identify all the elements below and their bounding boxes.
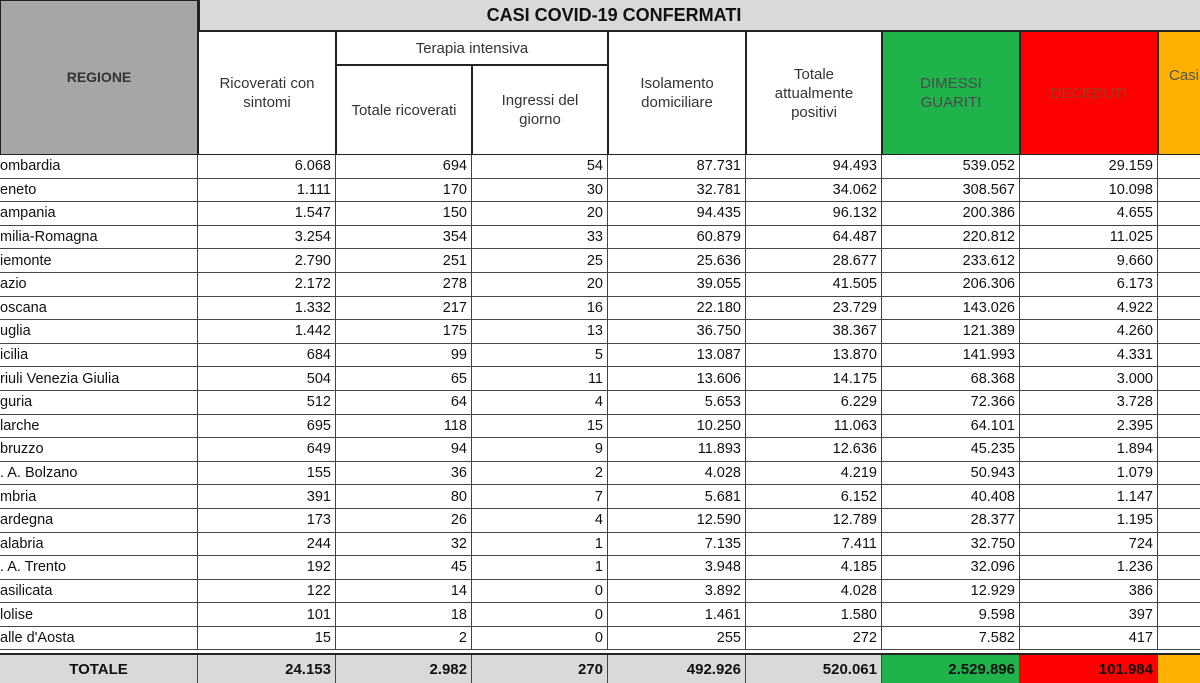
cell-isolamento: 1.461 bbox=[608, 603, 746, 626]
cell-positivi: 14.175 bbox=[746, 367, 882, 390]
cell-positivi: 4.219 bbox=[746, 462, 882, 485]
cell-positivi: 13.870 bbox=[746, 344, 882, 367]
cell-ricoverati: 1.332 bbox=[198, 297, 336, 320]
cell-positivi: 6.152 bbox=[746, 485, 882, 508]
cell-dimessi: 539.052 bbox=[882, 155, 1020, 178]
cell-dimessi: 45.235 bbox=[882, 438, 1020, 461]
cell-deceduti: 2.395 bbox=[1020, 415, 1158, 438]
cell-isolamento: 5.653 bbox=[608, 391, 746, 414]
header-regione: REGIONE bbox=[0, 0, 198, 155]
cell-isolamento: 3.948 bbox=[608, 556, 746, 579]
cell-ingressi: 0 bbox=[472, 627, 608, 650]
header-terapia-intensiva: Terapia intensiva bbox=[336, 31, 608, 65]
cell-ingressi: 4 bbox=[472, 509, 608, 532]
cell-deceduti: 417 bbox=[1020, 627, 1158, 650]
cell-ricoverati: 1.547 bbox=[198, 202, 336, 225]
cell-positivi: 272 bbox=[746, 627, 882, 650]
cell-ricoverati: 192 bbox=[198, 556, 336, 579]
cell-totale-ricoverati: 65 bbox=[336, 367, 472, 390]
cell-ingressi: 11 bbox=[472, 367, 608, 390]
cell-casi bbox=[1158, 655, 1200, 683]
total-row-cells bbox=[0, 655, 1200, 683]
cell-deceduti: 29.159 bbox=[1020, 155, 1158, 178]
cell-totale-ricoverati: 18 bbox=[336, 603, 472, 626]
cell-ingressi: 5 bbox=[472, 344, 608, 367]
table-row bbox=[0, 509, 1200, 533]
cell-ricoverati: 3.254 bbox=[198, 226, 336, 249]
region-name: alabria bbox=[0, 533, 198, 556]
table-row bbox=[0, 462, 1200, 486]
cell-ingressi: 7 bbox=[472, 485, 608, 508]
cell-totale-ricoverati: 14 bbox=[336, 580, 472, 603]
total-row bbox=[0, 653, 1200, 683]
table-row bbox=[0, 580, 1200, 604]
cell-casi bbox=[1158, 226, 1200, 249]
cell-casi bbox=[1158, 273, 1200, 296]
cell-dimessi: 220.812 bbox=[882, 226, 1020, 249]
table-row bbox=[0, 533, 1200, 557]
cell-casi bbox=[1158, 580, 1200, 603]
cell-positivi: 520.061 bbox=[746, 655, 882, 683]
cell-ingressi: 4 bbox=[472, 391, 608, 414]
cell-ricoverati: 101 bbox=[198, 603, 336, 626]
region-name: riuli Venezia Giulia bbox=[0, 367, 198, 390]
cell-casi bbox=[1158, 509, 1200, 532]
cell-deceduti: 1.147 bbox=[1020, 485, 1158, 508]
cell-casi bbox=[1158, 603, 1200, 626]
cell-isolamento: 32.781 bbox=[608, 179, 746, 202]
cell-isolamento: 87.731 bbox=[608, 155, 746, 178]
cell-ingressi: 1 bbox=[472, 556, 608, 579]
cell-ricoverati: 649 bbox=[198, 438, 336, 461]
cell-totale-ricoverati: 2.982 bbox=[336, 655, 472, 683]
cell-positivi: 6.229 bbox=[746, 391, 882, 414]
cell-isolamento: 12.590 bbox=[608, 509, 746, 532]
cell-dimessi: 40.408 bbox=[882, 485, 1020, 508]
cell-ricoverati: 155 bbox=[198, 462, 336, 485]
cell-deceduti: 6.173 bbox=[1020, 273, 1158, 296]
cell-casi bbox=[1158, 320, 1200, 343]
cell-totale-ricoverati: 150 bbox=[336, 202, 472, 225]
cell-isolamento: 13.087 bbox=[608, 344, 746, 367]
cell-ricoverati: 391 bbox=[198, 485, 336, 508]
cell-deceduti: 11.025 bbox=[1020, 226, 1158, 249]
cell-dimessi: 143.026 bbox=[882, 297, 1020, 320]
cell-casi bbox=[1158, 391, 1200, 414]
region-name: milia-Romagna bbox=[0, 226, 198, 249]
cell-totale-ricoverati: 32 bbox=[336, 533, 472, 556]
region-name: ombardia bbox=[0, 155, 198, 178]
table-row bbox=[0, 249, 1200, 273]
cell-ricoverati: 6.068 bbox=[198, 155, 336, 178]
cell-deceduti: 101.984 bbox=[1020, 655, 1158, 683]
cell-ingressi: 20 bbox=[472, 202, 608, 225]
cell-ricoverati: 504 bbox=[198, 367, 336, 390]
cell-dimessi: 68.368 bbox=[882, 367, 1020, 390]
cell-totale-ricoverati: 36 bbox=[336, 462, 472, 485]
cell-ingressi: 25 bbox=[472, 249, 608, 272]
cell-dimessi: 32.096 bbox=[882, 556, 1020, 579]
cell-positivi: 38.367 bbox=[746, 320, 882, 343]
region-name: bruzzo bbox=[0, 438, 198, 461]
cell-positivi: 11.063 bbox=[746, 415, 882, 438]
cell-deceduti: 4.655 bbox=[1020, 202, 1158, 225]
cell-ricoverati: 1.442 bbox=[198, 320, 336, 343]
cell-deceduti: 9.660 bbox=[1020, 249, 1158, 272]
cell-casi bbox=[1158, 297, 1200, 320]
header-deceduti: DECEDUTI bbox=[1020, 31, 1158, 155]
cell-totale-ricoverati: 354 bbox=[336, 226, 472, 249]
table-row bbox=[0, 155, 1200, 179]
table-row bbox=[0, 273, 1200, 297]
cell-dimessi: 12.929 bbox=[882, 580, 1020, 603]
cell-dimessi: 206.306 bbox=[882, 273, 1020, 296]
cell-dimessi: 28.377 bbox=[882, 509, 1020, 532]
table-row bbox=[0, 415, 1200, 439]
cell-positivi: 64.487 bbox=[746, 226, 882, 249]
cell-ingressi: 20 bbox=[472, 273, 608, 296]
cell-deceduti: 4.260 bbox=[1020, 320, 1158, 343]
table-row bbox=[0, 438, 1200, 462]
table-row bbox=[0, 202, 1200, 226]
cell-ricoverati: 512 bbox=[198, 391, 336, 414]
cell-deceduti: 3.000 bbox=[1020, 367, 1158, 390]
cell-totale-ricoverati: 251 bbox=[336, 249, 472, 272]
cell-totale-ricoverati: 45 bbox=[336, 556, 472, 579]
cell-casi bbox=[1158, 462, 1200, 485]
cell-isolamento: 492.926 bbox=[608, 655, 746, 683]
cell-ingressi: 54 bbox=[472, 155, 608, 178]
cell-ingressi: 270 bbox=[472, 655, 608, 683]
cell-dimessi: 2.529.896 bbox=[882, 655, 1020, 683]
table-row bbox=[0, 179, 1200, 203]
cell-ricoverati: 173 bbox=[198, 509, 336, 532]
region-name: iemonte bbox=[0, 249, 198, 272]
cell-ingressi: 9 bbox=[472, 438, 608, 461]
cell-positivi: 12.789 bbox=[746, 509, 882, 532]
cell-isolamento: 60.879 bbox=[608, 226, 746, 249]
cell-totale-ricoverati: 694 bbox=[336, 155, 472, 178]
cell-isolamento: 94.435 bbox=[608, 202, 746, 225]
cell-deceduti: 1.195 bbox=[1020, 509, 1158, 532]
region-name: lolise bbox=[0, 603, 198, 626]
cell-dimessi: 7.582 bbox=[882, 627, 1020, 650]
cell-ingressi: 15 bbox=[472, 415, 608, 438]
region-name: guria bbox=[0, 391, 198, 414]
cell-casi bbox=[1158, 202, 1200, 225]
cell-ingressi: 0 bbox=[472, 603, 608, 626]
cell-dimessi: 50.943 bbox=[882, 462, 1020, 485]
cell-dimessi: 141.993 bbox=[882, 344, 1020, 367]
cell-deceduti: 4.922 bbox=[1020, 297, 1158, 320]
cell-casi bbox=[1158, 533, 1200, 556]
region-name: icilia bbox=[0, 344, 198, 367]
region-name: eneto bbox=[0, 179, 198, 202]
cell-deceduti: 3.728 bbox=[1020, 391, 1158, 414]
region-name: ardegna bbox=[0, 509, 198, 532]
cell-ingressi: 16 bbox=[472, 297, 608, 320]
cell-totale-ricoverati: 175 bbox=[336, 320, 472, 343]
cell-ricoverati: 684 bbox=[198, 344, 336, 367]
cell-totale-ricoverati: 278 bbox=[336, 273, 472, 296]
cell-isolamento: 5.681 bbox=[608, 485, 746, 508]
region-name: . A. Trento bbox=[0, 556, 198, 579]
table-row bbox=[0, 627, 1200, 651]
cell-ricoverati: 15 bbox=[198, 627, 336, 650]
cell-ricoverati: 2.172 bbox=[198, 273, 336, 296]
cell-positivi: 4.028 bbox=[746, 580, 882, 603]
header-positivi: Totale attualmente positivi bbox=[746, 31, 882, 155]
cell-deceduti: 386 bbox=[1020, 580, 1158, 603]
table-row bbox=[0, 320, 1200, 344]
region-name: asilicata bbox=[0, 580, 198, 603]
cell-casi bbox=[1158, 249, 1200, 272]
cell-isolamento: 13.606 bbox=[608, 367, 746, 390]
region-name: larche bbox=[0, 415, 198, 438]
cell-positivi: 34.062 bbox=[746, 179, 882, 202]
header-isolamento: Isolamento domiciliare bbox=[608, 31, 746, 155]
cell-ingressi: 30 bbox=[472, 179, 608, 202]
region-name: azio bbox=[0, 273, 198, 296]
cell-ingressi: 13 bbox=[472, 320, 608, 343]
cell-totale-ricoverati: 217 bbox=[336, 297, 472, 320]
cell-totale-ricoverati: 170 bbox=[336, 179, 472, 202]
header-ingressi: Ingressi del giorno bbox=[472, 65, 608, 155]
cell-deceduti: 4.331 bbox=[1020, 344, 1158, 367]
cell-casi bbox=[1158, 344, 1200, 367]
cell-casi bbox=[1158, 367, 1200, 390]
cell-dimessi: 64.101 bbox=[882, 415, 1020, 438]
cell-isolamento: 4.028 bbox=[608, 462, 746, 485]
cell-positivi: 96.132 bbox=[746, 202, 882, 225]
table-row bbox=[0, 297, 1200, 321]
cell-totale-ricoverati: 26 bbox=[336, 509, 472, 532]
table-row bbox=[0, 556, 1200, 580]
cell-ingressi: 2 bbox=[472, 462, 608, 485]
cell-dimessi: 9.598 bbox=[882, 603, 1020, 626]
region-name: alle d'Aosta bbox=[0, 627, 198, 650]
cell-isolamento: 7.135 bbox=[608, 533, 746, 556]
cell-casi bbox=[1158, 415, 1200, 438]
cell-ricoverati: 695 bbox=[198, 415, 336, 438]
cell-deceduti: 1.236 bbox=[1020, 556, 1158, 579]
header-ricoverati: Ricoverati con sintomi bbox=[198, 31, 336, 155]
cell-isolamento: 255 bbox=[608, 627, 746, 650]
region-name: . A. Bolzano bbox=[0, 462, 198, 485]
cell-totale-ricoverati: 64 bbox=[336, 391, 472, 414]
cell-ingressi: 33 bbox=[472, 226, 608, 249]
cell-totale-ricoverati: 99 bbox=[336, 344, 472, 367]
cell-totale-ricoverati: 94 bbox=[336, 438, 472, 461]
cell-isolamento: 36.750 bbox=[608, 320, 746, 343]
cell-isolamento: 3.892 bbox=[608, 580, 746, 603]
cell-deceduti: 10.098 bbox=[1020, 179, 1158, 202]
cell-casi bbox=[1158, 155, 1200, 178]
table-row bbox=[0, 391, 1200, 415]
region-name: oscana bbox=[0, 297, 198, 320]
cell-isolamento: 25.636 bbox=[608, 249, 746, 272]
region-name: TOTALE bbox=[0, 655, 198, 683]
table-row bbox=[0, 603, 1200, 627]
table-row bbox=[0, 485, 1200, 509]
table-row bbox=[0, 344, 1200, 368]
table-body bbox=[0, 155, 1200, 650]
cell-positivi: 4.185 bbox=[746, 556, 882, 579]
region-name: mbria bbox=[0, 485, 198, 508]
cell-totale-ricoverati: 2 bbox=[336, 627, 472, 650]
cell-dimessi: 72.366 bbox=[882, 391, 1020, 414]
cell-casi bbox=[1158, 556, 1200, 579]
cell-ricoverati: 1.111 bbox=[198, 179, 336, 202]
header-dimessi-guariti: DIMESSI GUARITI bbox=[882, 31, 1020, 155]
cell-casi bbox=[1158, 438, 1200, 461]
header-totale-ricoverati: Totale ricoverati bbox=[336, 65, 472, 155]
region-name: ampania bbox=[0, 202, 198, 225]
cell-isolamento: 11.893 bbox=[608, 438, 746, 461]
cell-casi bbox=[1158, 179, 1200, 202]
cell-isolamento: 22.180 bbox=[608, 297, 746, 320]
cell-ricoverati: 244 bbox=[198, 533, 336, 556]
cell-positivi: 23.729 bbox=[746, 297, 882, 320]
cell-ricoverati: 2.790 bbox=[198, 249, 336, 272]
cell-totale-ricoverati: 80 bbox=[336, 485, 472, 508]
cell-totale-ricoverati: 118 bbox=[336, 415, 472, 438]
cell-casi bbox=[1158, 627, 1200, 650]
cell-deceduti: 724 bbox=[1020, 533, 1158, 556]
region-name: uglia bbox=[0, 320, 198, 343]
cell-ricoverati: 24.153 bbox=[198, 655, 336, 683]
cell-positivi: 1.580 bbox=[746, 603, 882, 626]
cell-ingressi: 0 bbox=[472, 580, 608, 603]
table-row bbox=[0, 367, 1200, 391]
cell-positivi: 41.505 bbox=[746, 273, 882, 296]
cell-dimessi: 32.750 bbox=[882, 533, 1020, 556]
cell-dimessi: 308.567 bbox=[882, 179, 1020, 202]
cell-deceduti: 397 bbox=[1020, 603, 1158, 626]
cell-isolamento: 10.250 bbox=[608, 415, 746, 438]
cell-deceduti: 1.894 bbox=[1020, 438, 1158, 461]
cell-casi bbox=[1158, 485, 1200, 508]
cell-dimessi: 200.386 bbox=[882, 202, 1020, 225]
header-casi: Casi bbox=[1158, 31, 1200, 155]
cell-deceduti: 1.079 bbox=[1020, 462, 1158, 485]
cell-ingressi: 1 bbox=[472, 533, 608, 556]
cell-dimessi: 121.389 bbox=[882, 320, 1020, 343]
cell-positivi: 12.636 bbox=[746, 438, 882, 461]
cell-dimessi: 233.612 bbox=[882, 249, 1020, 272]
table-row bbox=[0, 226, 1200, 250]
cell-positivi: 7.411 bbox=[746, 533, 882, 556]
cell-positivi: 94.493 bbox=[746, 155, 882, 178]
cell-ricoverati: 122 bbox=[198, 580, 336, 603]
cell-positivi: 28.677 bbox=[746, 249, 882, 272]
table-title: CASI COVID-19 CONFERMATI bbox=[198, 0, 1200, 31]
cell-isolamento: 39.055 bbox=[608, 273, 746, 296]
